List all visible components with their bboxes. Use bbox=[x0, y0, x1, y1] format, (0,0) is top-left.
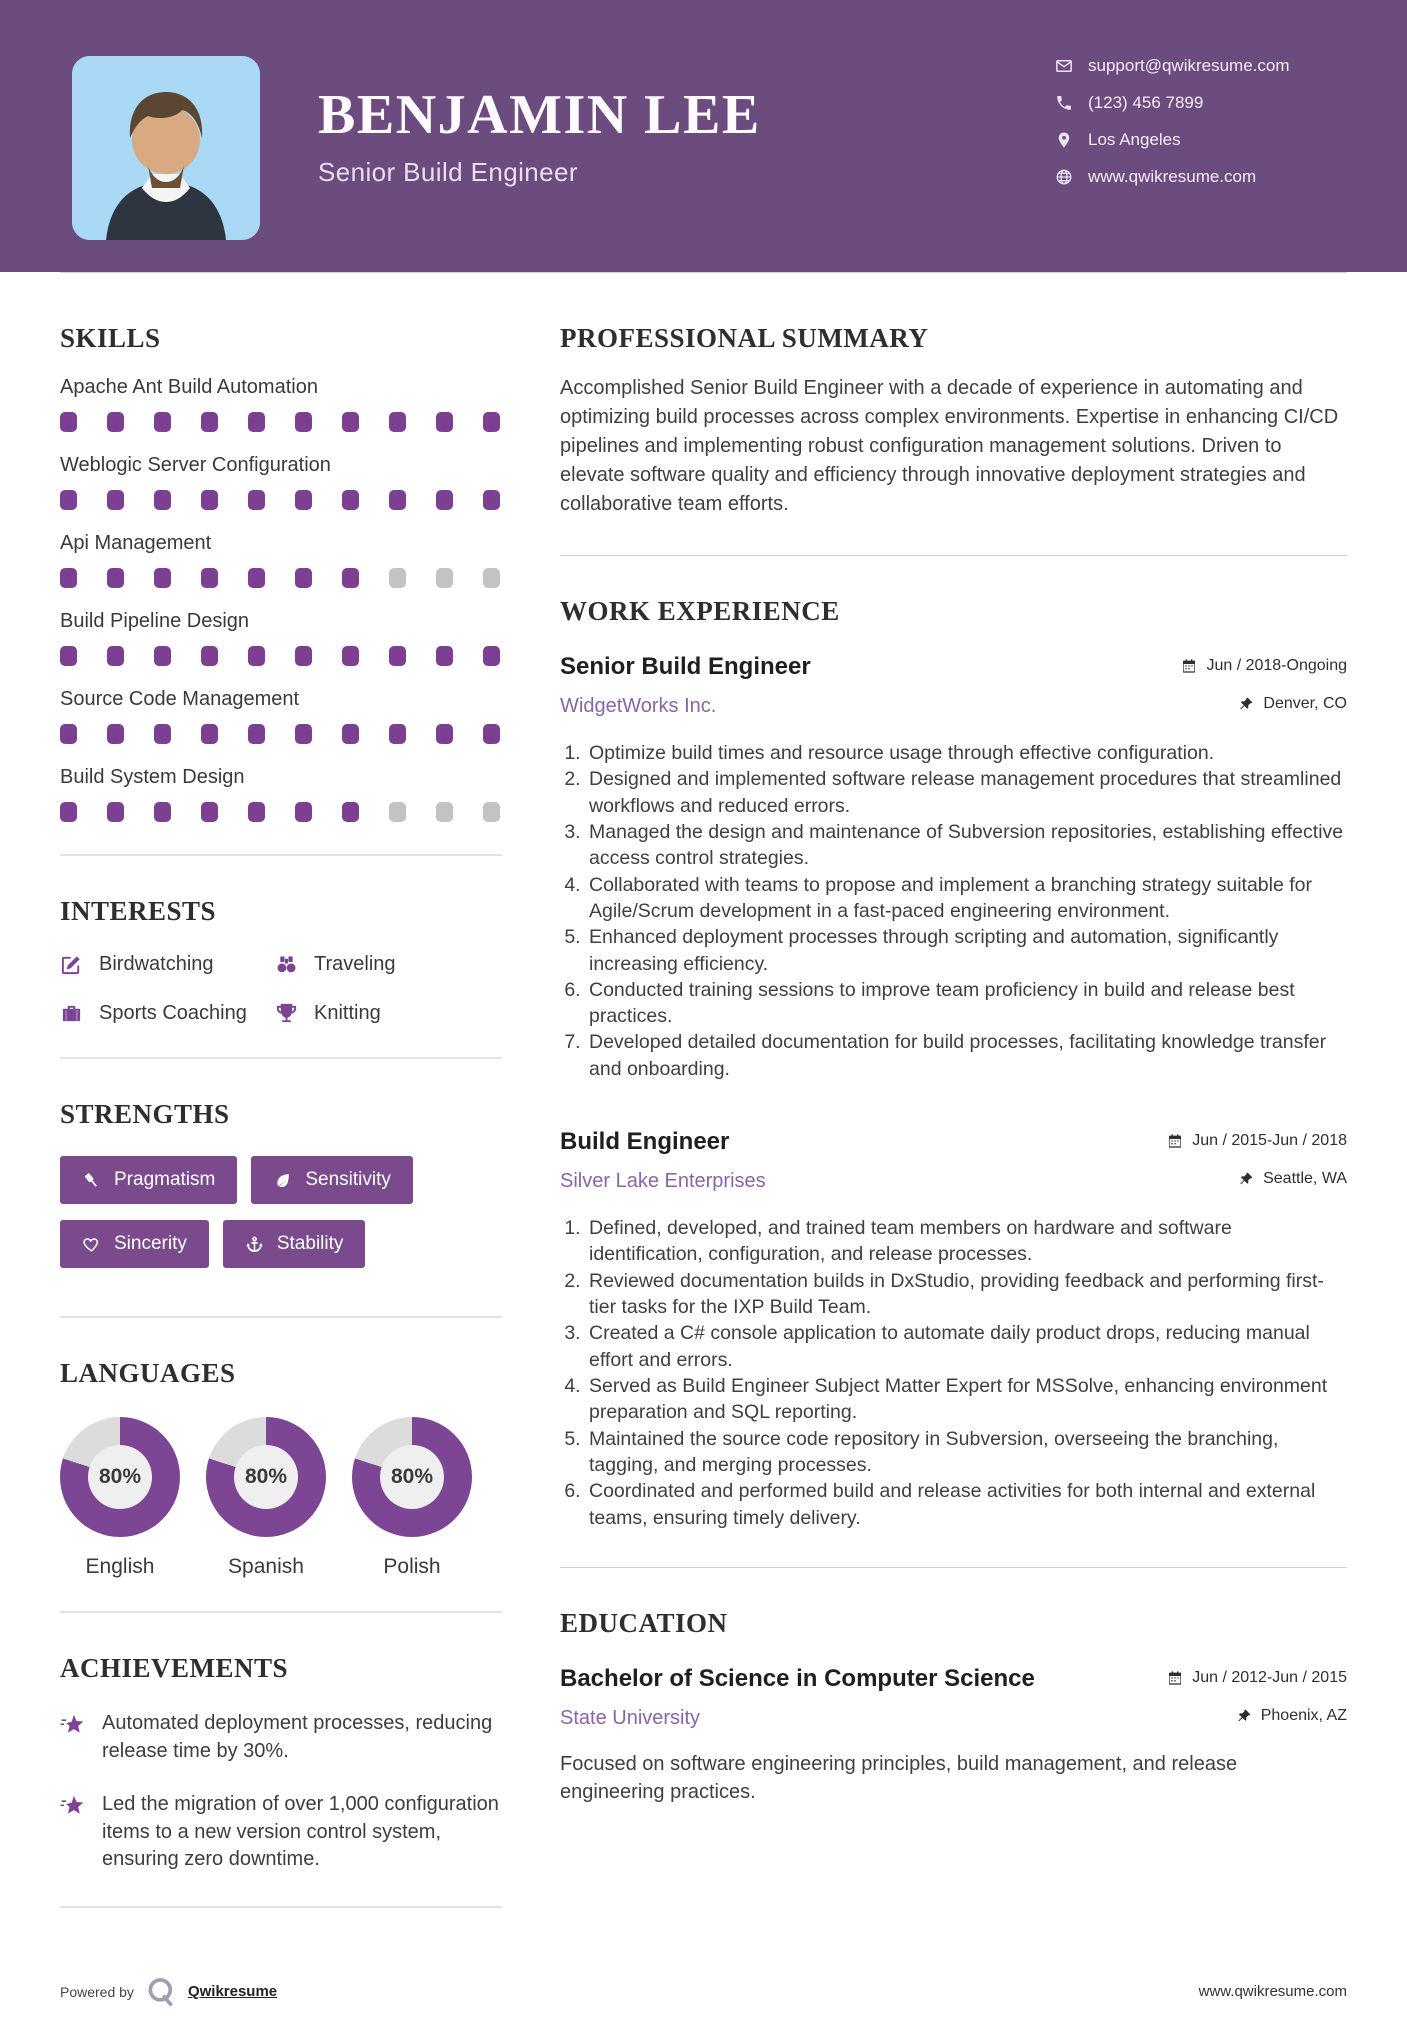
skill-item bbox=[60, 610, 502, 666]
job-dates bbox=[1181, 657, 1347, 675]
skill-dot bbox=[248, 724, 265, 744]
interest-item bbox=[60, 953, 275, 976]
location-icon bbox=[1055, 131, 1073, 149]
contact-row bbox=[1055, 130, 1345, 150]
job-bullet: 6. Coordinated and performed build and release activities for both internal and external teams, ensuring timely delivery. bbox=[586, 1478, 1347, 1531]
job-dates-text: Jun / 2018-Ongoing bbox=[1206, 657, 1347, 674]
profile-photo-image bbox=[72, 56, 260, 240]
language-item bbox=[352, 1417, 472, 1579]
achievement-text: Automated deployment processes, reducing release time by 30%. bbox=[102, 1712, 493, 1762]
skill-rating bbox=[60, 802, 502, 822]
skill-dot bbox=[295, 412, 312, 432]
skill-dot bbox=[201, 490, 218, 510]
language-donut-chart bbox=[206, 1417, 326, 1537]
job-dates bbox=[1167, 1132, 1347, 1150]
binoculars-icon bbox=[275, 953, 298, 976]
job-bullet: 6. Conducted training sessions to improve team proficiency in build and release best practices. bbox=[586, 977, 1347, 1030]
powered-by-label: Powered by bbox=[60, 1983, 134, 2000]
skill-dot bbox=[436, 802, 453, 822]
skill-dot bbox=[107, 646, 124, 666]
contact-row bbox=[1055, 167, 1345, 187]
person-name: BENJAMIN LEE bbox=[318, 84, 761, 146]
skill-dot bbox=[483, 490, 500, 510]
experience-heading: WORK EXPERIENCE bbox=[560, 596, 840, 626]
contact-info bbox=[1055, 56, 1345, 204]
job-dates-text: Jun / 2015-Jun / 2018 bbox=[1192, 1132, 1347, 1150]
interest-label: Birdwatching bbox=[99, 953, 214, 975]
education-section bbox=[560, 1608, 1347, 1807]
skill-dot bbox=[107, 568, 124, 588]
strength-chip bbox=[60, 1156, 237, 1204]
skill-name: Weblogic Server Configuration bbox=[60, 454, 331, 476]
interest-item bbox=[275, 1002, 502, 1025]
section-divider bbox=[60, 1057, 502, 1059]
skill-dot bbox=[436, 646, 453, 666]
skill-dot bbox=[342, 724, 359, 744]
contact-row bbox=[1055, 56, 1345, 76]
education-description: Focused on software engineering principles, build management, and release engineering practices. bbox=[560, 1752, 1238, 1804]
shooting-star-icon bbox=[60, 1712, 86, 1765]
skill-rating bbox=[60, 568, 502, 588]
skill-dot bbox=[248, 568, 265, 588]
shooting-star-icon bbox=[60, 1793, 86, 1874]
skill-dot bbox=[483, 412, 500, 432]
footer-site-link[interactable]: www.qwikresume.com bbox=[1198, 1983, 1347, 2001]
skill-dot bbox=[154, 802, 171, 822]
job-entry bbox=[560, 653, 1347, 1082]
briefcase-icon bbox=[60, 1002, 83, 1025]
job-bullet: 3. Managed the design and maintenance of Subversion repositories, establishing effective access control strategies. bbox=[586, 819, 1347, 872]
section-divider bbox=[560, 1567, 1347, 1568]
section-divider bbox=[560, 555, 1347, 556]
job-bullet-list bbox=[560, 740, 1347, 1082]
job-location-text: Denver, CO bbox=[1263, 695, 1347, 712]
strength-chip bbox=[223, 1220, 366, 1268]
skill-dot bbox=[248, 802, 265, 822]
summary-heading: PROFESSIONAL SUMMARY bbox=[560, 323, 929, 353]
achievements-heading: ACHIEVEMENTS bbox=[60, 1653, 289, 1683]
main-column bbox=[560, 323, 1347, 1948]
skill-dot bbox=[342, 568, 359, 588]
strength-label: Stability bbox=[276, 1233, 344, 1254]
skill-item bbox=[60, 688, 502, 744]
job-bullet: 1. Defined, developed, and trained team members on hardware and software identification, configuration, and release processes. bbox=[586, 1215, 1347, 1268]
skill-dot bbox=[483, 802, 500, 822]
skill-name: Api Management bbox=[60, 532, 212, 554]
language-donut-chart bbox=[352, 1417, 472, 1537]
strength-chip bbox=[60, 1220, 209, 1268]
job-bullet: 2. Reviewed documentation builds in DxStudio, providing feedback and performing first-tier tasks for the IXP Build Team. bbox=[586, 1268, 1347, 1321]
gavel-icon bbox=[82, 1171, 101, 1190]
contact-text[interactable]: www.qwikresume.com bbox=[1088, 167, 1257, 186]
mail-icon bbox=[1055, 57, 1073, 75]
skill-dot bbox=[60, 724, 77, 744]
section-divider bbox=[60, 854, 502, 856]
skill-dot bbox=[389, 646, 406, 666]
interest-item bbox=[60, 1002, 275, 1025]
skill-rating bbox=[60, 490, 502, 510]
profile-photo bbox=[72, 56, 260, 240]
contact-text[interactable]: support@qwikresume.com bbox=[1088, 56, 1290, 75]
skill-dot bbox=[295, 646, 312, 666]
achievement-text: Led the migration of over 1,000 configuration items to a new version control system, ensuring zero downtime. bbox=[102, 1793, 499, 1871]
calendar-icon bbox=[1167, 1133, 1183, 1149]
pushpin-icon bbox=[1238, 696, 1254, 712]
donut-center bbox=[234, 1445, 298, 1509]
phone-icon bbox=[1055, 94, 1073, 112]
skill-name: Build Pipeline Design bbox=[60, 610, 250, 632]
strengths-section bbox=[60, 1099, 502, 1284]
achievements-section bbox=[60, 1653, 502, 1874]
skill-rating bbox=[60, 724, 502, 744]
skill-dot bbox=[436, 568, 453, 588]
qwikresume-link[interactable]: Qwikresume bbox=[187, 1983, 278, 2001]
edit-icon bbox=[60, 953, 83, 976]
skills-section bbox=[60, 323, 502, 822]
skill-dot bbox=[389, 412, 406, 432]
skill-dot bbox=[201, 646, 218, 666]
job-title: Senior Build Engineer bbox=[560, 653, 811, 680]
skill-item bbox=[60, 376, 502, 432]
job-subheader-row bbox=[560, 1170, 1347, 1193]
job-bullet: 4. Collaborated with teams to propose and implement a branching strategy suitable for Agile/Scrum development in a fast-paced engineering environment. bbox=[586, 872, 1347, 925]
skill-dot bbox=[436, 724, 453, 744]
education-heading: EDUCATION bbox=[560, 1607, 728, 1638]
skill-dot bbox=[248, 412, 265, 432]
section-divider bbox=[60, 1906, 502, 1908]
skill-dot bbox=[201, 412, 218, 432]
interest-label: Traveling bbox=[314, 953, 396, 975]
footer bbox=[0, 1948, 1407, 2036]
school-link[interactable]: State University bbox=[560, 1706, 701, 1729]
pushpin-icon bbox=[1236, 1708, 1252, 1724]
skill-dot bbox=[107, 412, 124, 432]
interests-section bbox=[60, 896, 502, 1025]
achievement-item bbox=[60, 1710, 502, 1765]
skill-dot bbox=[60, 412, 77, 432]
skill-name: Build System Design bbox=[60, 766, 245, 788]
job-header-row bbox=[560, 653, 1347, 681]
skill-dot bbox=[201, 802, 218, 822]
job-title: Build Engineer bbox=[560, 1128, 730, 1156]
languages-section bbox=[60, 1358, 502, 1579]
skill-dot bbox=[483, 724, 500, 744]
skill-dot bbox=[389, 802, 406, 822]
heart-icon bbox=[82, 1235, 101, 1254]
qwikresume-logo-icon bbox=[144, 1975, 178, 2009]
skill-dot bbox=[342, 802, 359, 822]
skill-item bbox=[60, 766, 502, 822]
skill-dot bbox=[201, 568, 218, 588]
section-divider bbox=[60, 1611, 502, 1613]
strength-label: Pragmatism bbox=[114, 1169, 216, 1190]
globe-icon bbox=[1055, 168, 1073, 186]
skill-name: Apache Ant Build Automation bbox=[60, 376, 318, 398]
resume-page bbox=[0, 272, 1407, 1948]
calendar-icon bbox=[1167, 1670, 1183, 1686]
education-dates: Jun / 2012-Jun / 2015 bbox=[1167, 1669, 1347, 1687]
job-bullet: 7. Developed detailed documentation for build processes, facilitating knowledge transfer and onboarding. bbox=[586, 1029, 1347, 1082]
interest-item bbox=[275, 953, 502, 976]
job-subheader-row bbox=[560, 695, 1347, 718]
contact-text: Los Angeles bbox=[1088, 130, 1181, 149]
skill-dot bbox=[107, 802, 124, 822]
skill-dot bbox=[60, 802, 77, 822]
skill-dot bbox=[295, 724, 312, 744]
job-bullet: 4. Served as Build Engineer Subject Matter Expert for MSSolve, enhancing environment preparation and SQL reporting. bbox=[586, 1373, 1347, 1426]
skill-dot bbox=[154, 568, 171, 588]
achievement-item bbox=[60, 1791, 502, 1874]
skill-dot bbox=[107, 490, 124, 510]
calendar-icon bbox=[1181, 658, 1197, 674]
skill-dot bbox=[154, 724, 171, 744]
skill-dot bbox=[342, 646, 359, 666]
skill-dot bbox=[154, 412, 171, 432]
strength-label: Sensitivity bbox=[305, 1169, 391, 1190]
job-bullet: 3. Created a C# console application to automate daily product drops, reducing manual effort and errors. bbox=[586, 1320, 1347, 1373]
skill-dot bbox=[248, 490, 265, 510]
job-bullet: 2. Designed and implemented software release management procedures that streamlined workflows and reduced errors. bbox=[586, 766, 1347, 819]
skill-rating bbox=[60, 412, 502, 432]
skill-dot bbox=[60, 490, 77, 510]
skill-dot bbox=[295, 802, 312, 822]
language-item bbox=[206, 1417, 326, 1579]
summary-text: Accomplished Senior Build Engineer with a decade of experience in automating and optimizing build processes across complex environments. Expertise in enhancing CI/CD pipelines and implementing robust configuration management solutions. Driven to elevate software quality and efficiency through innovative deployment strategies and collaborative team efforts. bbox=[560, 377, 1339, 515]
company-link[interactable]: Silver Lake Enterprises bbox=[560, 1170, 766, 1193]
leaf-icon bbox=[273, 1171, 292, 1190]
languages-heading: LANGUAGES bbox=[60, 1358, 236, 1388]
skill-dot bbox=[342, 412, 359, 432]
section-divider bbox=[60, 1316, 502, 1318]
trophy-icon bbox=[275, 1002, 298, 1025]
skill-dot bbox=[60, 646, 77, 666]
strengths-heading: STRENGTHS bbox=[60, 1099, 230, 1129]
anchor-icon bbox=[245, 1235, 264, 1254]
donut-center bbox=[88, 1445, 152, 1509]
skill-dot bbox=[201, 724, 218, 744]
job-bullet: 5. Enhanced deployment processes through scripting and automation, significantly increasing efficiency. bbox=[586, 924, 1347, 977]
contact-text[interactable]: (123) 456 7899 bbox=[1088, 93, 1204, 112]
language-percent: 80% bbox=[390, 1465, 434, 1488]
skill-dot bbox=[483, 646, 500, 666]
skill-dot bbox=[436, 412, 453, 432]
interest-label: Sports Coaching bbox=[99, 1002, 247, 1024]
sidebar-column bbox=[60, 323, 502, 1948]
language-donut-chart bbox=[60, 1417, 180, 1537]
skill-dot bbox=[295, 490, 312, 510]
skill-dot bbox=[248, 646, 265, 666]
job-bullet: 5. Maintained the source code repository in Subversion, overseeing the branching, tagging, and merging processes. bbox=[586, 1426, 1347, 1479]
pushpin-icon bbox=[1238, 1171, 1254, 1187]
skill-dot bbox=[60, 568, 77, 588]
skill-dot bbox=[389, 724, 406, 744]
skill-dot bbox=[342, 490, 359, 510]
header bbox=[0, 0, 1407, 272]
experience-section bbox=[560, 596, 1347, 1531]
job-bullet: 1. Optimize build times and resource usage through effective configuration. bbox=[586, 740, 1347, 766]
skill-item bbox=[60, 532, 502, 588]
person-title: Senior Build Engineer bbox=[318, 156, 578, 187]
language-percent: 80% bbox=[244, 1465, 288, 1488]
skill-dot bbox=[295, 568, 312, 588]
language-label: Spanish bbox=[228, 1555, 304, 1578]
skill-dot bbox=[107, 724, 124, 744]
skill-dot bbox=[154, 490, 171, 510]
contact-row bbox=[1055, 93, 1345, 113]
summary-section bbox=[560, 323, 1347, 519]
skill-rating bbox=[60, 646, 502, 666]
skill-dot bbox=[483, 568, 500, 588]
skill-dot bbox=[436, 490, 453, 510]
job-header-row bbox=[560, 1128, 1347, 1156]
company-link[interactable]: WidgetWorks Inc. bbox=[560, 695, 717, 717]
skills-heading: SKILLS bbox=[60, 323, 161, 353]
skill-dot bbox=[389, 490, 406, 510]
job-location-text: Seattle, WA bbox=[1263, 1170, 1347, 1188]
strength-label: Sincerity bbox=[114, 1233, 187, 1254]
strength-chip bbox=[251, 1156, 413, 1204]
language-percent: 80% bbox=[98, 1465, 142, 1488]
skill-dot bbox=[154, 646, 171, 666]
degree-title: Bachelor of Science in Computer Science bbox=[560, 1664, 1035, 1692]
language-label: English bbox=[85, 1555, 155, 1578]
job-entry bbox=[560, 1128, 1347, 1531]
language-label: Polish bbox=[383, 1555, 441, 1578]
job-bullet-list bbox=[560, 1215, 1347, 1531]
skill-name: Source Code Management bbox=[60, 688, 300, 710]
job-location bbox=[1238, 695, 1347, 713]
interests-heading: INTERESTS bbox=[60, 896, 217, 926]
interest-label: Knitting bbox=[314, 1002, 381, 1024]
education-location: Phoenix, AZ bbox=[1236, 1707, 1347, 1725]
language-item bbox=[60, 1417, 180, 1579]
skill-item bbox=[60, 454, 502, 510]
donut-center bbox=[380, 1445, 444, 1509]
job-location bbox=[1238, 1170, 1347, 1188]
skill-dot bbox=[389, 568, 406, 588]
